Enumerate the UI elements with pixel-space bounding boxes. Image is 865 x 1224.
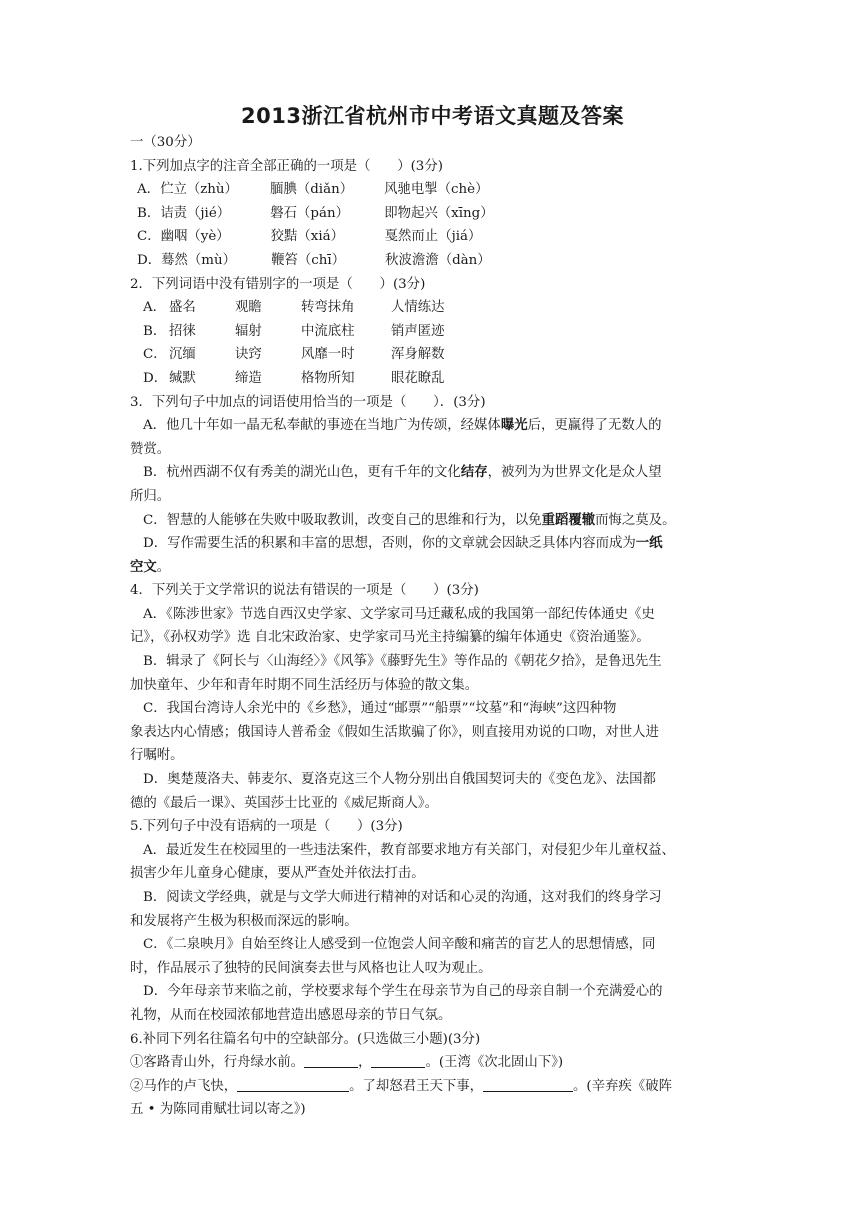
text: ①客路青山外，行舟绿水前。 xyxy=(130,1055,305,1071)
text: C．智慧的人能够在失败中吸取教训，改变自己的思维和行为，以免 xyxy=(143,512,542,528)
answer-blank xyxy=(237,1077,349,1092)
option-item: 中流底柱 xyxy=(301,323,355,339)
q1-option-a xyxy=(130,178,740,202)
option-item: 伫立（zhù） xyxy=(160,182,238,198)
option-label: A． xyxy=(143,300,167,316)
option-item: 缔造 xyxy=(235,370,262,386)
option-item: 辐射 xyxy=(235,323,262,339)
q2-option-b xyxy=(130,320,740,344)
q1-option-b xyxy=(130,202,740,226)
option-item: 眼花瞭乱 xyxy=(391,370,445,386)
text: 。(王湾《次北固山下》) xyxy=(425,1055,564,1071)
q5-option-b-line-1: B．阅读文学经典，就是与文学大师进行精神的对话和心灵的沟通，这对我们的终身学习 xyxy=(143,890,662,905)
option-label: C． xyxy=(143,347,167,363)
question-1-stem: 1.下列加点字的注音全部正确的一项是（ ）(3分) xyxy=(130,158,443,174)
q4-option-c-line-2: 象表达内心情感；俄国诗人普希金《假如生活欺骗了你》，则直接用劝说的口吻，对世人进 xyxy=(130,724,659,740)
option-item: 蓦然（mù） xyxy=(161,252,237,268)
question-2-stem: 2．下列词语中没有错别字的一项是（ ）(3分) xyxy=(130,276,426,292)
text: 而悔之莫及。 xyxy=(595,512,676,528)
question-4-stem: 4．下列关于文学常识的说法有错误的一项是（ ）(3分) xyxy=(130,583,479,599)
emphasized-word: 曝光 xyxy=(500,418,528,434)
option-item: 观瞻 xyxy=(235,300,262,316)
section-heading: 一（30分） xyxy=(130,135,201,150)
text: 后，更赢得了无数人的 xyxy=(527,418,662,434)
q3-option-d-line-2 xyxy=(130,556,740,580)
option-item: 诀窍 xyxy=(235,347,262,363)
document-body xyxy=(130,131,740,1122)
option-item: 诘责（jié） xyxy=(160,205,231,221)
q6-item-2 xyxy=(130,1075,740,1099)
q4-option-a-line-2: 记》，《孙权劝学》选 自北宋政治家、史学家司马光主持编纂的编年体通史《资治通鉴》。 xyxy=(130,630,650,646)
text: B．杭州西湖不仅有秀美的湖光山色，更有千年的文化 xyxy=(143,465,461,481)
q5-option-a-line-1: A．最近发生在校园里的一些违法案件，教育部要求地方有关部门，对侵犯少年儿童权益、 xyxy=(143,842,675,858)
q3-option-d-line-1 xyxy=(130,532,740,556)
option-item: 狡黠（xiá） xyxy=(270,229,345,245)
text: 。 xyxy=(156,559,171,575)
option-label: B． xyxy=(143,323,167,339)
q4-option-a-line-1: A．《陈涉世家》节选自西汉史学家、文学家司马迁藏私成的我国第一部纪传体通史《史 xyxy=(143,606,655,622)
text: ， xyxy=(358,1055,372,1071)
option-item: 人情练达 xyxy=(391,300,445,316)
q3-option-a-line-1 xyxy=(130,414,740,438)
option-item: 格物所知 xyxy=(301,370,355,386)
option-item: 转弯抹角 xyxy=(301,300,355,316)
option-item: 沉缅 xyxy=(169,347,196,363)
option-item: 秋波澹澹（dàn） xyxy=(385,252,491,268)
option-label: B． xyxy=(137,205,161,221)
q5-option-d-line-2: 礼物，从而在校园浓郁地营造出感恩母亲的节日气氛。 xyxy=(130,1007,452,1023)
q2-option-d xyxy=(130,367,740,391)
q4-option-b-line-2: 加快童年、少年和青年时期不同生活经历与体验的散文集。 xyxy=(130,677,479,693)
option-item: 腼腆（diǎn） xyxy=(270,182,354,198)
page-title: 2013浙江省杭州市中考语文真题及答案 xyxy=(241,104,624,128)
text: A．他几十年如一晶无私奉献的事迹在当地广为传颂，经媒体 xyxy=(143,418,501,434)
q5-option-c-line-1: C．《二泉映月》自始至终让人感受到一位饱尝人间辛酸和痛苦的盲艺人的思想情感，同 xyxy=(143,937,656,953)
option-item: 即物起兴（xīng） xyxy=(384,205,494,221)
q5-option-b-line-2: 和发展将产生极为积极而深远的影响。 xyxy=(130,913,358,929)
option-label: D． xyxy=(143,370,168,386)
q1-option-d xyxy=(130,249,740,273)
option-item: 幽咽（yè） xyxy=(160,229,230,245)
answer-blank xyxy=(371,1053,425,1068)
text: ，被列为为世界文化是众人望 xyxy=(487,465,662,481)
q3-option-b-line-2: 所归。 xyxy=(130,488,171,504)
q1-option-c xyxy=(130,225,740,249)
option-label: C． xyxy=(137,229,161,245)
question-5-stem: 5.下列句子中没有语病的一项是（ ）(3分) xyxy=(130,819,403,835)
text: ②马作的卢飞快， xyxy=(130,1078,238,1094)
question-6-stem: 6.补同下列名往篇名句中的空缺部分。(只选做三小题)(3分) xyxy=(130,1031,481,1047)
option-item: 风驰电掣（chè） xyxy=(384,182,489,198)
option-label: D． xyxy=(137,252,162,268)
option-item: 销声匿迹 xyxy=(391,323,445,339)
emphasized-word: 重蹈覆辙 xyxy=(541,512,596,528)
option-item: 缄默 xyxy=(169,370,196,386)
q3-option-c-line-1 xyxy=(130,509,740,533)
option-item: 戛然而止（jiá） xyxy=(384,229,482,245)
q6-item-2-continued: 五 • 为陈同甫赋壮词以寄之》) xyxy=(130,1102,306,1118)
option-item: 鞭笞（chī） xyxy=(271,252,346,268)
q2-option-c xyxy=(130,343,740,367)
question-3-stem: 3．下列句子中加点的词语使用恰当的一项是（ ）．(3分) xyxy=(130,394,486,410)
option-item: 磐石（pán） xyxy=(270,205,349,221)
text: 。(辛弃疾《破阵 xyxy=(573,1078,672,1094)
emphasized-word: 结存 xyxy=(460,465,488,481)
option-item: 招徕 xyxy=(169,323,196,339)
option-label: A． xyxy=(137,182,161,198)
q4-option-c-line-1: C．我国台湾诗人余光中的《乡愁》，通过“邮票”“船票”“坟墓”和“海峡”这四种物 xyxy=(143,701,617,717)
emphasized-word: 一纸 xyxy=(635,536,663,552)
option-item: 浑身解数 xyxy=(391,347,445,363)
q2-option-a xyxy=(130,296,740,320)
q3-option-a-line-2: 赞赏。 xyxy=(130,441,171,457)
q4-option-d-line-2: 德的《最后一课》、英国莎士比亚的《威尼斯商人》。 xyxy=(130,795,438,811)
answer-blank xyxy=(483,1077,573,1092)
q5-option-c-line-2: 时，作品展示了独特的民间演奏去世与风格也让人叹为观止。 xyxy=(130,960,492,976)
q4-option-b-line-1: B．辑录了《阿长与〈山海经〉》《风筝》《藤野先生》等作品的《朝花夕拾》，是鲁迅先生 xyxy=(143,654,662,670)
option-item: 盛名 xyxy=(169,300,196,316)
q5-option-d-line-1: D．今年母亲节来临之前，学校要求每个学生在母亲节为自己的母亲自制一个充满爱心的 xyxy=(143,984,663,1000)
answer-blank xyxy=(304,1053,358,1068)
q6-item-1 xyxy=(130,1051,740,1075)
q5-option-a-line-2: 损害少年儿童身心健康，要从严查处并依法打击。 xyxy=(130,866,425,882)
q3-option-b-line-1 xyxy=(130,461,740,485)
q4-option-c-line-3: 行嘱咐。 xyxy=(130,748,184,764)
q4-option-d-line-1: D．奥楚蔑洛夫、韩麦尔、夏洛克这三个人物分别出自俄国契诃夫的《变色龙》、法国都 xyxy=(143,772,656,788)
text: D．写作需要生活的积累和丰富的思想，否则，你的文章就会因缺乏具体内容而成为 xyxy=(143,536,636,552)
text: 。了却怒君王天下事， xyxy=(349,1078,484,1094)
option-item: 风靡一时 xyxy=(301,347,355,363)
emphasized-word: 空文 xyxy=(130,559,157,575)
